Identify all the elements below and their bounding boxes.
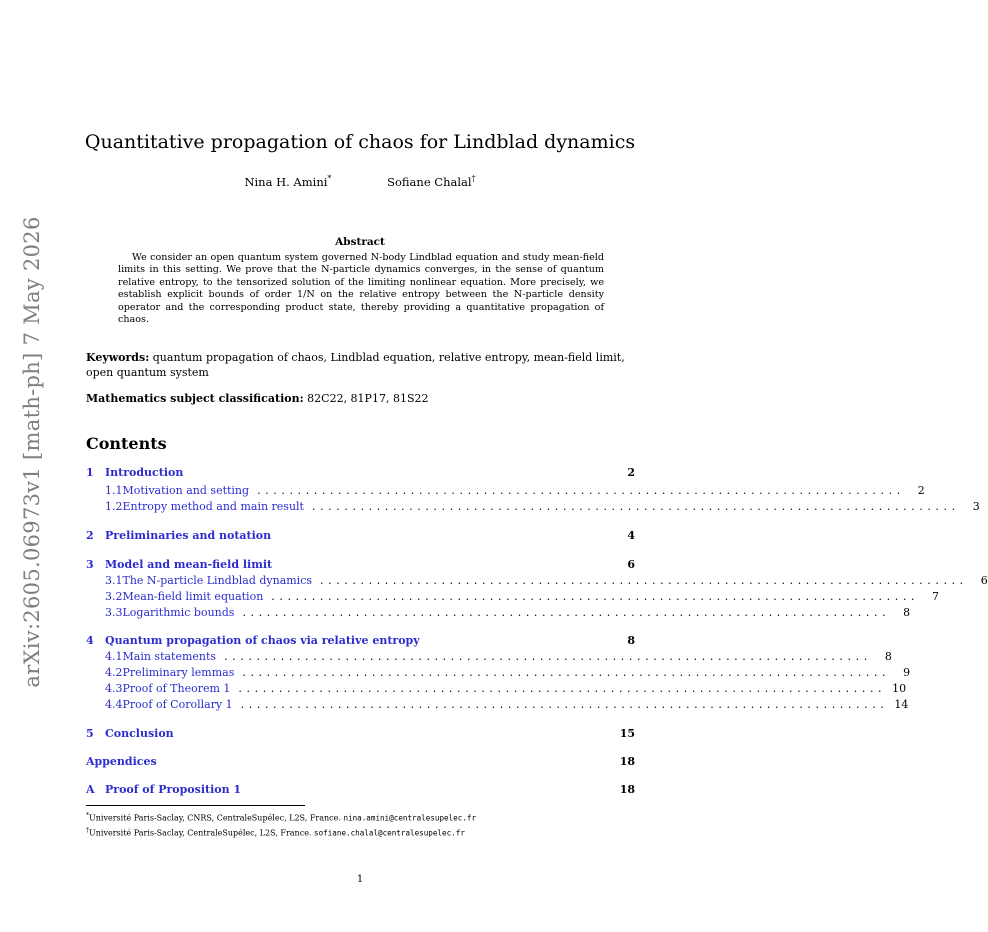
- toc-entry[interactable]: [86, 682, 907, 698]
- toc-entry-title: Quantum propagation of chaos via relative entropy: [105, 634, 420, 647]
- toc-entry-title: The N-particle Lindblad dynamics: [122, 574, 313, 587]
- toc-entry-number: 4.3: [105, 682, 123, 695]
- toc-entry-title: Preliminary lemmas: [122, 666, 235, 679]
- toc-entry-page: 2: [627, 466, 635, 479]
- toc-entry-page: 10: [892, 682, 907, 695]
- toc-entry[interactable]: [86, 606, 911, 622]
- toc-entry[interactable]: [86, 574, 988, 590]
- toc-entry-number: 4.1: [105, 650, 123, 663]
- toc-entry-title: Entropy method and main result: [122, 500, 304, 513]
- author-list: [0, 174, 720, 189]
- toc-entry-page: 6: [980, 574, 988, 587]
- toc-entry-page: 15: [619, 727, 635, 740]
- toc-entry-page: 8: [884, 650, 892, 663]
- toc-entry[interactable]: [86, 484, 925, 500]
- abstract-heading: Abstract: [335, 236, 385, 248]
- toc-dot-leader: ................................................................................: [242, 666, 891, 679]
- toc-dot-leader: ................................................................................: [238, 682, 887, 695]
- toc-entry-number: 2: [86, 529, 94, 542]
- abstract-text: We consider an open quantum system governed N-body Lindblad equation and study mean-field limits in this setting. We prove that the N-particle dynamics converges, in the sense of quantum relative entropy, to the tensorized solution of the limiting nonlinear equation. More precisely, we establish explicit bounds of order 1/N on the relative entropy between the N-particle density operator and the corresponding product state, thereby providing a quantitative propagation of chaos.: [118, 252, 604, 326]
- toc-entry-title: Proof of Theorem 1: [122, 682, 231, 695]
- toc-entry-number: 1: [86, 466, 94, 479]
- toc-entry-number: 4.2: [105, 666, 123, 679]
- keywords: [86, 351, 636, 380]
- toc-entry-title: Motivation and setting: [122, 484, 250, 497]
- toc-entry[interactable]: [86, 634, 635, 650]
- toc-entry-title: Preliminaries and notation: [105, 529, 272, 542]
- toc-entry-number: 5: [86, 727, 94, 740]
- toc-entry-number: 3: [86, 558, 94, 571]
- toc-entry-number: 1.2: [105, 500, 123, 513]
- author-1: Nina H. Amini*: [244, 174, 332, 189]
- toc-dot-leader: ................................................................................: [271, 590, 920, 603]
- keywords-value: quantum propagation of chaos, Lindblad equation, relative entropy, mean-field limit, open quantum system: [86, 351, 625, 379]
- toc-entry[interactable]: [86, 558, 635, 574]
- toc-entry-page: 8: [627, 634, 635, 647]
- footnote-1-email[interactable]: nina.amini@centralesupelec.fr: [343, 813, 477, 823]
- footnotes: [86, 810, 646, 839]
- contents-heading: Contents: [86, 434, 167, 453]
- footnote-2-email[interactable]: sofiane.chalal@centralesupelec.fr: [314, 828, 465, 838]
- msc-value: 82C22, 81P17, 81S22: [307, 392, 429, 405]
- toc-entry-page: 18: [619, 755, 635, 768]
- page-number: 1: [356, 874, 364, 885]
- footnote-2: †Université Paris-Saclay, CentraleSupélec, L2S, France. sofiane.chalal@centralesupelec.fr: [86, 826, 465, 838]
- arxiv-identifier-text: arXiv:2605.06973v1 [math-ph] 7 May 2026: [20, 216, 44, 688]
- toc-dot-leader: ................................................................................: [320, 574, 968, 587]
- toc-entry-number: 4.4: [105, 698, 123, 711]
- toc-entry-page: 18: [619, 783, 635, 796]
- toc-entry-number: 3.3: [105, 606, 123, 619]
- toc-entry-number: 1.1: [105, 484, 123, 497]
- toc-entry[interactable]: [86, 466, 635, 482]
- toc-entry-page: 7: [932, 590, 940, 603]
- toc-entry-title: Conclusion: [105, 727, 174, 740]
- toc-entry-title: Proof of Corollary 1: [122, 698, 233, 711]
- toc-entry[interactable]: [86, 783, 635, 799]
- toc-entry-number: 3.2: [105, 590, 123, 603]
- toc-entry[interactable]: [86, 698, 909, 714]
- toc-entry[interactable]: [86, 727, 635, 743]
- toc-dot-leader: ................................................................................: [257, 484, 905, 497]
- footnote-rule: [86, 805, 305, 806]
- keywords-label: Keywords:: [86, 351, 150, 364]
- toc-dot-leader: ................................................................................: [242, 606, 891, 619]
- toc-entry-title: Logarithmic bounds: [122, 606, 235, 619]
- toc-entry-number: A: [86, 783, 95, 796]
- arxiv-identifier-stamp: [14, 216, 50, 688]
- toc-dot-leader: ................................................................................: [240, 698, 889, 711]
- toc-entry-number: 4: [86, 634, 94, 647]
- msc-label: Mathematics subject classification:: [86, 392, 304, 405]
- toc-entry-page: 14: [894, 698, 909, 711]
- toc-entry[interactable]: [86, 666, 911, 682]
- toc-entry-page: 9: [903, 666, 911, 679]
- toc-entry-number: 3.1: [105, 574, 123, 587]
- author-2: Sofiane Chalal†: [387, 174, 476, 189]
- toc-entry-page: 6: [627, 558, 635, 571]
- toc-entry-page: 4: [627, 529, 635, 542]
- toc-entry-title: Model and mean-field limit: [105, 558, 273, 571]
- toc-dot-leader: ................................................................................: [224, 650, 872, 663]
- toc-entry-title: Mean-field limit equation: [122, 590, 264, 603]
- msc-classification: [86, 392, 636, 406]
- toc-entry[interactable]: [86, 590, 940, 606]
- toc-entry[interactable]: [86, 650, 892, 666]
- toc-entry-page: 8: [903, 606, 911, 619]
- paper-title: Quantitative propagation of chaos for Lindblad dynamics: [84, 131, 636, 153]
- toc-entry-page: 3: [972, 500, 980, 513]
- toc-entry[interactable]: [86, 500, 980, 516]
- footnote-1: *Université Paris-Saclay, CNRS, CentraleSupélec, L2S, France. nina.amini@centralesupelec.fr: [86, 812, 477, 823]
- toc-dot-leader: ................................................................................: [311, 500, 960, 513]
- toc-entry-title: Introduction: [105, 466, 184, 479]
- toc-entry[interactable]: [86, 529, 635, 545]
- toc-entry-page: 2: [917, 484, 925, 497]
- toc-entry-title: Proof of Proposition 1: [105, 783, 242, 796]
- toc-entry-title: Main statements: [122, 650, 217, 663]
- toc-entry-title: Appendices: [86, 755, 157, 768]
- toc-entry[interactable]: [86, 755, 635, 771]
